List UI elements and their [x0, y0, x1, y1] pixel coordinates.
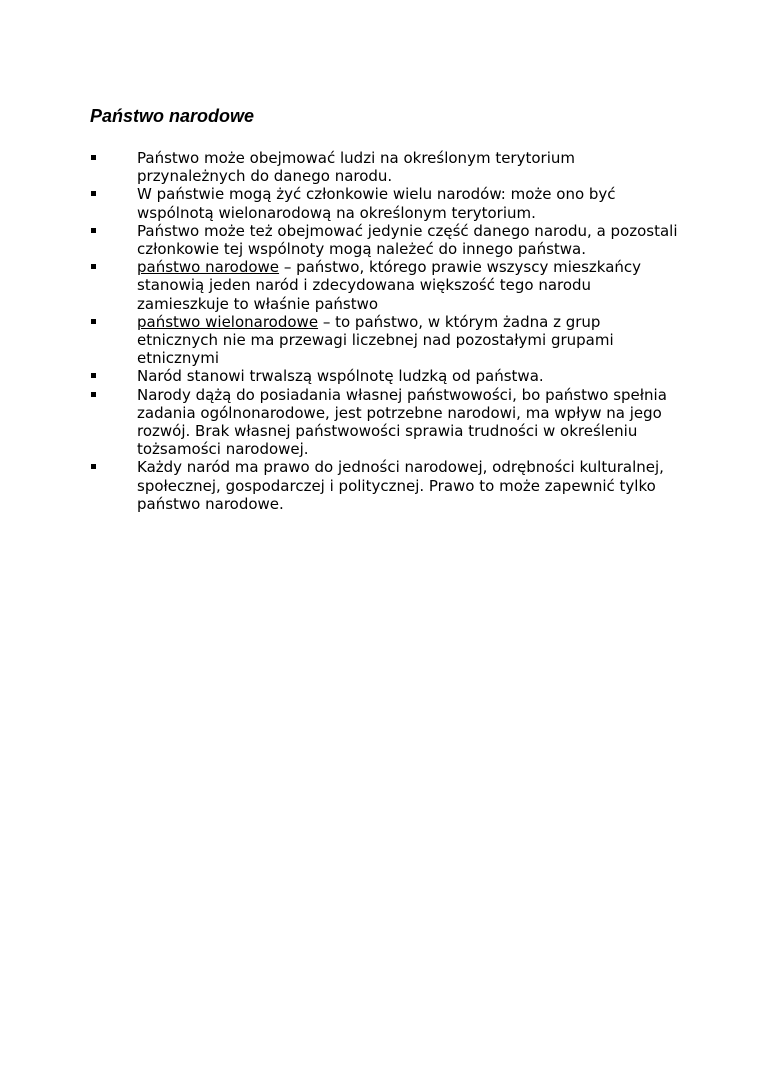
defined-term: państwo wielonarodowe	[137, 312, 319, 331]
item-text: Naród stanowi trwalszą wspólnotę ludzką od państwa.	[137, 367, 544, 386]
item-text: Każdy naród ma prawo do jedności narodowej, odrębności kulturalnej, społecznej, gospodarczej i politycznej. Prawo to może zapewnić tylko państwo narodowe.	[137, 458, 664, 513]
defined-term: państwo narodowe	[137, 258, 280, 277]
list-item	[90, 367, 680, 385]
square-bullet-icon	[91, 373, 96, 378]
square-bullet-icon	[91, 319, 96, 324]
item-text: Narody dążą do posiadania własnej państwowości, bo państwo spełnia zadania ogólnonarodowe, jest potrzebne narodowi, ma wpływ na jego rozwój. Brak własnej państwowości sprawia trudności w określeniu tożsamości narodowej.	[137, 385, 667, 459]
item-text: – to państwo, w którym żadna z grup etnicznych nie ma przewagi liczebnej nad pozostałymi grupami etnicznymi	[137, 312, 614, 368]
list-item	[90, 386, 680, 459]
list-item	[90, 258, 680, 313]
list-item	[90, 458, 680, 513]
page-title: Państwo narodowe	[90, 106, 255, 126]
bullet-list	[90, 149, 680, 513]
item-text: Państwo może też obejmować jedynie część danego narodu, a pozostali członkowie tej wspólnoty mogą należeć do innego państwa.	[137, 221, 678, 259]
square-bullet-icon	[91, 264, 96, 269]
item-text: Państwo może obejmować ludzi na określonym terytorium przynależnych do danego narodu.	[137, 149, 575, 186]
list-item	[90, 185, 680, 221]
square-bullet-icon	[91, 392, 96, 397]
list-item	[90, 149, 680, 185]
square-bullet-icon	[91, 464, 96, 469]
square-bullet-icon	[91, 228, 96, 233]
list-item	[90, 222, 680, 258]
square-bullet-icon	[91, 155, 96, 160]
item-text: W państwie mogą żyć członkowie wielu narodów: może ono być wspólnotą wielonarodową na określonym terytorium.	[137, 185, 616, 222]
list-item	[90, 313, 680, 368]
square-bullet-icon	[91, 191, 96, 196]
item-text: – państwo, którego prawie wszyscy mieszkańcy stanowią jeden naród i zdecydowana większość tego narodu zamieszkuje to właśnie państwo	[137, 258, 642, 313]
